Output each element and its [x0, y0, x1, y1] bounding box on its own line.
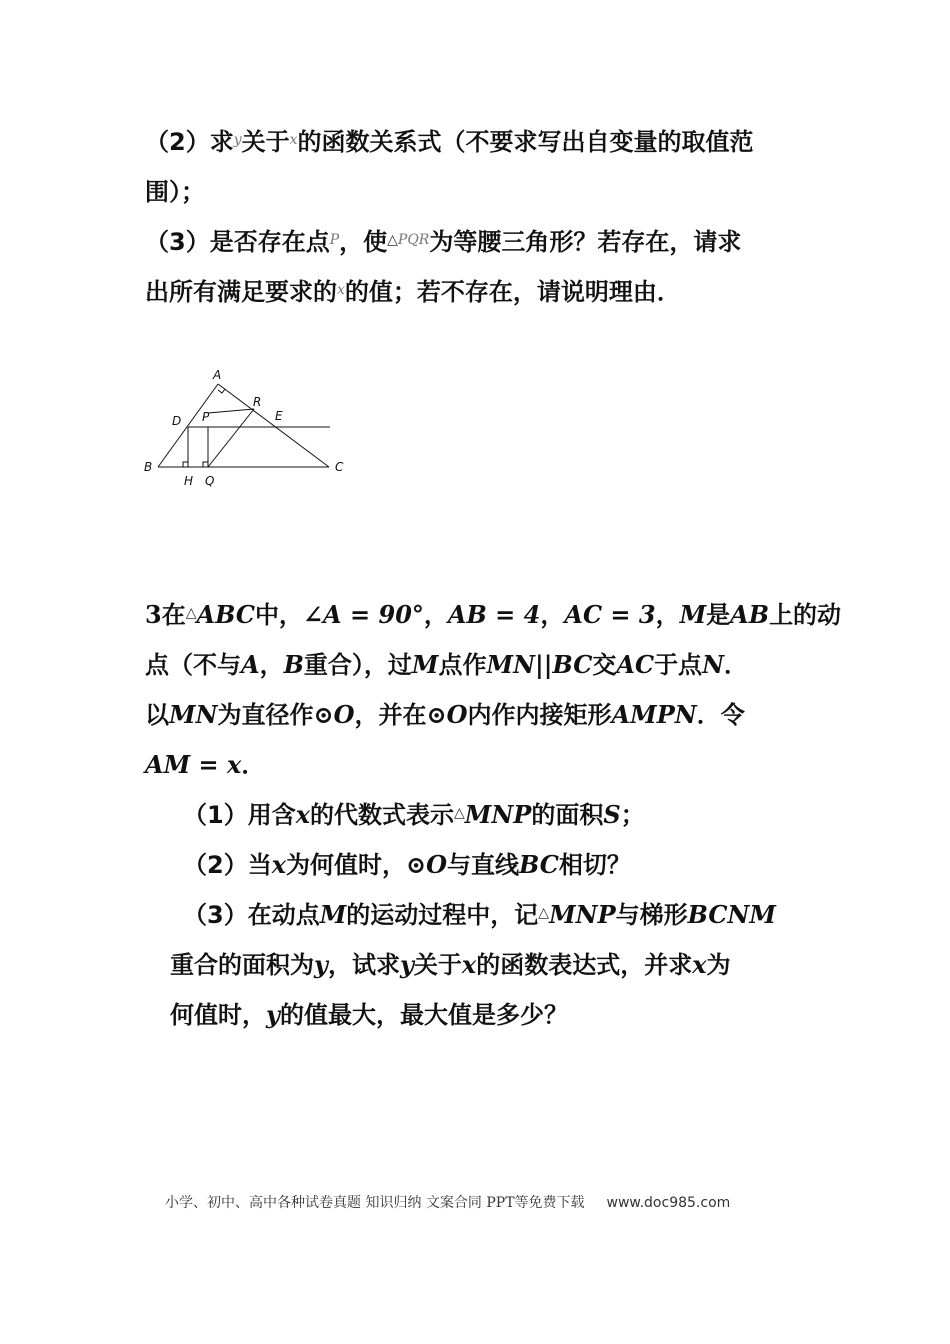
text: 为等腰三角形？若存在，请求: [429, 228, 742, 256]
math: x: [461, 950, 477, 979]
math: MN: [169, 700, 218, 729]
text: ．: [241, 751, 266, 779]
text: （3）是否存在点: [145, 228, 330, 256]
circle-symbol: ⊙: [406, 850, 427, 879]
triangle-icon: △: [387, 232, 398, 248]
math: ABC: [196, 600, 255, 629]
sub-question-3-line-3: [170, 1000, 568, 1029]
text: 内作内接矩形: [467, 701, 612, 729]
text: 与梯形: [615, 901, 688, 929]
right-angle-H: [183, 462, 188, 467]
text: 关于: [413, 951, 462, 979]
text: 与直线: [447, 851, 520, 879]
var-x: x: [337, 282, 345, 298]
label-A: A: [213, 368, 222, 382]
text: 的面积: [531, 801, 604, 829]
triangle-icon: △: [454, 805, 465, 821]
text: 相切？: [558, 851, 631, 879]
math: O: [333, 700, 355, 729]
math: AC = 3: [564, 600, 656, 629]
text: 为: [706, 951, 731, 979]
text: 点作: [438, 651, 487, 679]
math: S: [603, 800, 621, 829]
text: 的值；若不存在，请说明理由．: [344, 278, 681, 306]
math: ∠A = 90°: [302, 600, 424, 629]
text: ，试求: [327, 951, 400, 979]
math: y: [314, 950, 328, 979]
text: ，: [655, 601, 680, 629]
right-angle-A: [218, 389, 225, 393]
text: 以: [145, 701, 169, 729]
triangle-icon: △: [538, 905, 550, 921]
math: y: [399, 950, 414, 979]
math: BCNM: [687, 900, 776, 929]
var-y: y: [233, 132, 242, 148]
problem-number: 3: [145, 600, 162, 629]
text: 重合的面积为: [170, 951, 314, 979]
label-R: R: [253, 395, 262, 409]
label-Q: Q: [205, 474, 215, 488]
text: 在: [161, 601, 186, 629]
text: ，: [540, 601, 565, 629]
sub-question-3-line-2: [170, 950, 731, 979]
label-H: H: [184, 474, 194, 488]
math: BC: [519, 850, 559, 879]
text: 的函数表达式，并求: [476, 951, 693, 979]
text: ．令: [696, 701, 745, 729]
text: 于点: [654, 651, 703, 679]
segment-PR: [208, 409, 254, 413]
text: ，: [423, 601, 448, 629]
text: 为直径作: [217, 701, 314, 729]
sub-question-2: [183, 850, 631, 879]
math: y: [266, 1000, 280, 1029]
text: ，: [259, 651, 284, 679]
var-x: x: [289, 132, 298, 148]
math: AMPN: [611, 700, 697, 729]
text: 为何值时，: [286, 851, 407, 879]
parallel-symbol: ||: [535, 650, 553, 679]
text: （2）求: [145, 128, 234, 156]
math: M: [411, 650, 439, 679]
sub-question-1: [183, 800, 645, 829]
text: 上的动: [769, 601, 842, 629]
var-PQR: PQR: [397, 232, 430, 248]
math: M: [319, 900, 347, 929]
triangle-icon: △: [185, 605, 197, 621]
geometry-figure: [138, 362, 358, 492]
text: 何值时，: [170, 1001, 266, 1029]
footer-text: 小学、初中、高中各种试卷真题 知识归纳 文案合同 PPT等免费下载: [165, 1195, 585, 1211]
math: MNP: [464, 800, 532, 829]
text: 围）；: [145, 178, 205, 206]
circle-symbol: ⊙: [426, 700, 447, 729]
footer-url[interactable]: www.doc985.com: [606, 1195, 731, 1211]
p3-line-4: [145, 750, 266, 779]
p3-line-1: [145, 600, 842, 629]
text: 的值最大，最大值是多少？: [279, 1001, 568, 1029]
text: ；: [620, 801, 645, 829]
segment-QR: [208, 409, 254, 467]
math: AB: [730, 600, 770, 629]
math: B: [283, 650, 304, 679]
text: 交: [592, 651, 617, 679]
var-P: P: [329, 232, 340, 248]
math: BC: [552, 650, 593, 679]
circle-symbol: ⊙: [313, 700, 334, 729]
math: x: [692, 950, 707, 979]
text: （1）用含: [183, 801, 296, 829]
footer: [165, 1192, 730, 1212]
text: 点（不与: [145, 651, 241, 679]
text: 是: [706, 601, 731, 629]
q2-line-2: [145, 180, 205, 204]
text: 出所有满足要求的: [145, 278, 337, 306]
sub-question-3-line-1: [183, 900, 776, 929]
text: 关于: [241, 128, 290, 156]
q3-line-2: [145, 280, 681, 304]
label-C: C: [335, 460, 344, 474]
text: 中，: [254, 601, 303, 629]
text: （3）在动点: [183, 901, 320, 929]
text: 的代数式表示: [310, 801, 455, 829]
segment-AC: [218, 384, 329, 467]
label-B: B: [144, 460, 153, 474]
q3-line-1: [145, 230, 741, 254]
math: MNP: [549, 900, 616, 929]
right-angle-Q: [203, 462, 208, 467]
math: O: [446, 700, 468, 729]
text: ，使: [339, 228, 388, 256]
math: x: [271, 850, 287, 879]
math: M: [679, 600, 707, 629]
math: x: [295, 800, 311, 829]
math: O: [426, 850, 448, 879]
label-E: E: [275, 409, 283, 423]
text: （2）当: [183, 851, 272, 879]
label-D: D: [172, 414, 182, 428]
p3-line-3: [145, 700, 745, 729]
math: N: [702, 650, 724, 679]
math: AM = x: [145, 750, 242, 779]
text: ，并在: [354, 701, 427, 729]
text: 的运动过程中，记: [346, 901, 539, 929]
text: 重合），过: [303, 651, 412, 679]
math: MN: [486, 650, 536, 679]
label-P: P: [202, 410, 210, 424]
q2-line-1: [145, 130, 754, 154]
p3-line-2: [145, 650, 748, 679]
text: ．: [724, 651, 748, 679]
math: AC: [616, 650, 655, 679]
math: AB = 4: [447, 600, 541, 629]
math: A: [241, 650, 260, 679]
text: 的函数关系式（不要求写出自变量的取值范: [297, 128, 754, 156]
